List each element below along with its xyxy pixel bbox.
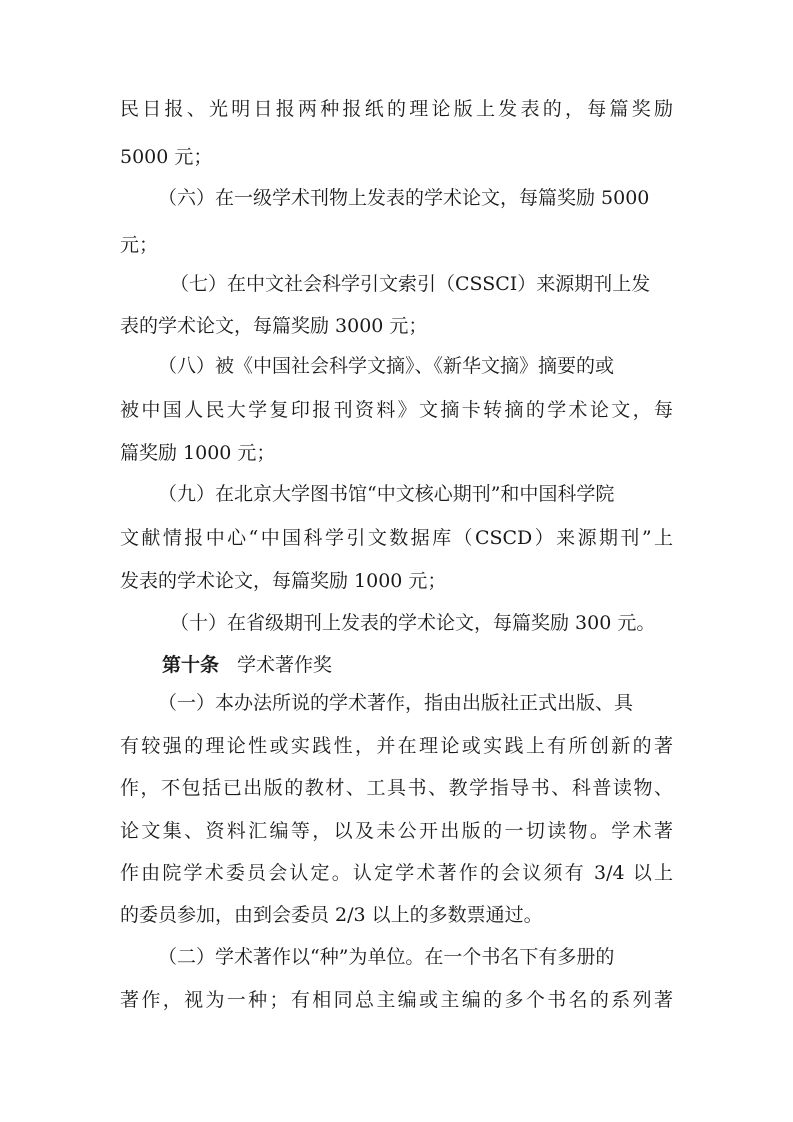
article-title: 学术著作奖 xyxy=(237,654,333,676)
text-line: （二）学术著作以“种”为单位。在一个书名下有多册的 xyxy=(158,946,615,968)
text-line: 文献情报中心“中国科学引文数据库（CSCD）来源期刊”上 xyxy=(120,527,673,549)
text-line: 有较强的理论性或实践性，并在理论或实践上有所创新的著 xyxy=(120,735,673,757)
text-line: 民日报、光明日报两种报纸的理论版上发表的，每篇奖励 xyxy=(120,98,673,120)
text-line: 篇奖励 1000 元； xyxy=(120,442,276,464)
text-line: 的委员参加，由到会委员 2/3 以上的多数票通过。 xyxy=(120,904,543,926)
text-line: （十）在省级期刊上发表的学术论文，每篇奖励 300 元。 xyxy=(170,612,656,634)
text-line: 论文集、资料汇编等，以及未公开出版的一切读物。学术著 xyxy=(120,820,673,842)
text-line: （八）被《中国社会科学文摘》、《新华文摘》摘要的或 xyxy=(158,355,615,377)
text-line: （九）在北京大学图书馆“中文核心期刊”和中国科学院 xyxy=(158,483,615,505)
text-line: 5000 元； xyxy=(120,146,213,168)
text-line: 作由院学术委员会认定。认定学术著作的会议须有 3/4 以上 xyxy=(120,862,673,884)
text-line: 作，不包括已出版的教材、工具书、教学指导书、科普读物、 xyxy=(120,777,673,799)
text-line: 元； xyxy=(120,234,159,256)
text-line: 著作，视为一种；有相同总主编或主编的多个书名的系列著 xyxy=(120,989,673,1011)
article-number: 第十条 xyxy=(162,654,220,676)
text-line: （六）在一级学术刊物上发表的学术论文，每篇奖励 5000 xyxy=(158,187,650,209)
text-line: 表的学术论文，每篇奖励 3000 元； xyxy=(120,315,428,337)
text-line: （一）本办法所说的学术著作，指由出版社正式出版、具 xyxy=(158,692,634,714)
text-line: 发表的学术论文，每篇奖励 1000 元； xyxy=(120,570,447,592)
article-heading xyxy=(162,652,793,678)
text-line: 被中国人民大学复印报刊资料》文摘卡转摘的学术论文，每 xyxy=(120,399,673,421)
text-line: （七）在中文社会科学引文索引（CSSCI）来源期刊上发 xyxy=(170,273,651,295)
